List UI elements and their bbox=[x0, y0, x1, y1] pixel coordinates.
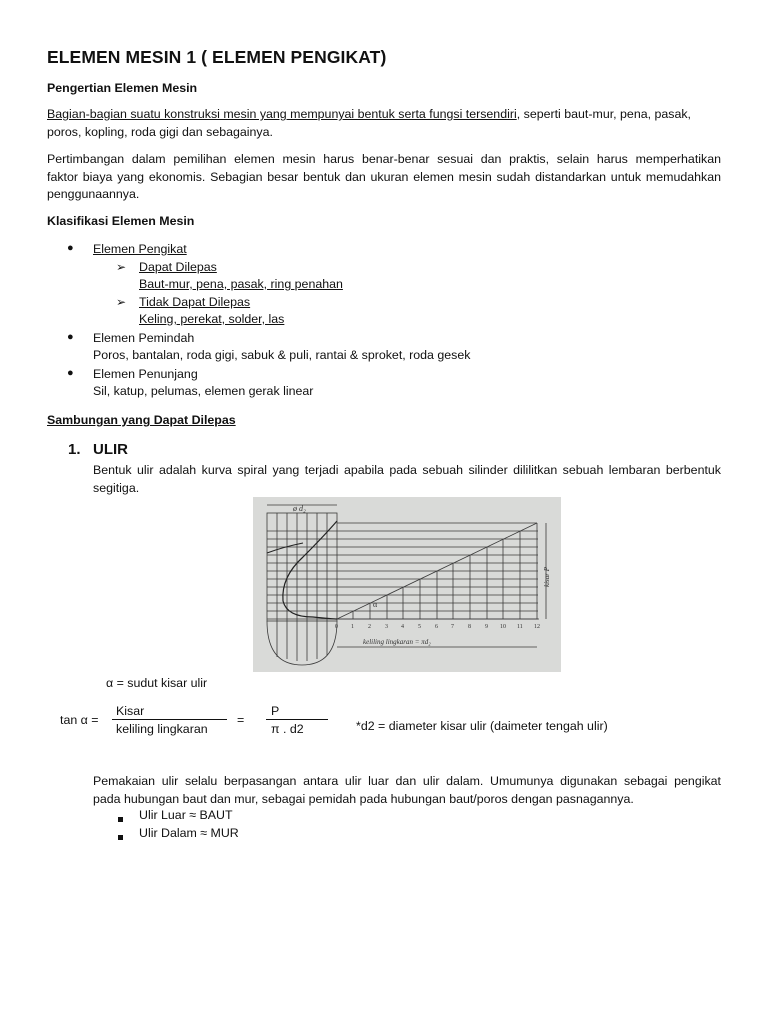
tick-label: 10 bbox=[500, 624, 506, 630]
tick-label: 8 bbox=[468, 624, 471, 630]
fraction-denominator-keliling: keliling lingkaran bbox=[116, 722, 208, 736]
subsection-title-ulir: ULIR bbox=[93, 441, 128, 458]
label-keliling: keliling lingkaran = πd₂ bbox=[363, 638, 431, 646]
list-item-elemen-pemindah: Elemen Pemindah bbox=[93, 331, 195, 345]
ulir-description-line2: segitiga. bbox=[93, 480, 140, 495]
consideration-line1: Pertimbangan dalam pemilihan elemen mesin harus benar-benar sesuai dan praktis, selain harus memperhatikan bbox=[47, 152, 721, 166]
usage-line1: Pemakaian ulir selalu berpasangan antara ulir luar dan ulir dalam. Umumunya digunakan sebagai pengikat bbox=[93, 774, 721, 788]
ulir-description bbox=[93, 462, 721, 497]
fraction-line bbox=[112, 719, 227, 720]
definition-underlined: Bagian-bagian suatu konstruksi mesin yang mempunyai bentuk serta fungsi tersendiri bbox=[47, 107, 517, 121]
paragraph-definition-line1 bbox=[47, 106, 721, 124]
list-item-elemen-pengikat: Elemen Pengikat bbox=[93, 242, 187, 256]
tick-label: 0 bbox=[335, 624, 338, 630]
square-bullet-icon bbox=[118, 811, 123, 825]
fraction-line bbox=[266, 719, 328, 720]
list-item-elemen-pemindah-detail: Poros, bantalan, roda gigi, sabuk & puli, rantai & sproket, roda gesek bbox=[93, 348, 471, 362]
page-title: ELEMEN MESIN 1 ( ELEMEN PENGIKAT) bbox=[47, 47, 387, 67]
bullet-icon: ● bbox=[67, 331, 74, 343]
list-item-dapat-dilepas: Dapat Dilepas bbox=[139, 260, 217, 274]
formula-lhs: tan α = bbox=[60, 713, 99, 727]
usage-item-ulir-dalam: Ulir Dalam ≈ MUR bbox=[139, 826, 239, 840]
bullet-icon: ● bbox=[67, 242, 74, 254]
section-heading-pengertian: Pengertian Elemen Mesin bbox=[47, 81, 198, 95]
tick-label: 12 bbox=[534, 624, 540, 630]
ulir-description-line1: Bentuk ulir adalah kurva spiral yang terjadi apabila pada sebuah silinder dililitkan sebuah lembaran berbentuk bbox=[93, 463, 721, 477]
alpha-definition: α = sudut kisar ulir bbox=[106, 676, 208, 690]
subsection-number: 1. bbox=[68, 441, 81, 458]
paragraph-definition-line2: poros, kopling, roda gigi dan sebagainya. bbox=[47, 124, 273, 139]
list-item-dapat-dilepas-detail: Baut-mur, pena, pasak, ring penahan bbox=[139, 277, 343, 291]
section-heading-sambungan: Sambungan yang Dapat Dilepas bbox=[47, 413, 236, 427]
consideration-line3: penggunaannya. bbox=[47, 187, 140, 201]
arrow-bullet-icon: ➢ bbox=[116, 260, 127, 274]
fraction-denominator-pi-d2: π . d2 bbox=[271, 722, 304, 736]
formula-equals: = bbox=[237, 713, 245, 727]
list-item-elemen-penunjang: Elemen Penunjang bbox=[93, 367, 198, 381]
usage-paragraph bbox=[93, 773, 721, 808]
square-bullet-icon bbox=[118, 829, 123, 843]
tick-label: 5 bbox=[418, 624, 421, 630]
label-alpha: α bbox=[373, 600, 378, 609]
formula-note: *d2 = diameter kisar ulir (daimeter tengah ulir) bbox=[356, 719, 608, 733]
paragraph-definition bbox=[47, 106, 721, 141]
tick-label: 2 bbox=[368, 624, 371, 630]
tick-label: 1 bbox=[351, 624, 354, 630]
tick-label: 7 bbox=[451, 624, 454, 630]
usage-item-ulir-luar: Ulir Luar ≈ BAUT bbox=[139, 808, 233, 822]
usage-line2: pada hubungan baut dan mur, sebagai pemidah pada hubungan baut/poros dengan pasnagannya. bbox=[93, 791, 634, 806]
label-d2: ø d₂ bbox=[293, 504, 306, 513]
list-item-elemen-penunjang-detail: Sil, katup, pelumas, elemen gerak linear bbox=[93, 384, 314, 398]
tick-label: 3 bbox=[385, 624, 388, 630]
fraction-numerator-p: P bbox=[271, 704, 280, 718]
list-item-tidak-dapat-dilepas: Tidak Dapat Dilepas bbox=[139, 295, 251, 309]
thread-helix-figure bbox=[253, 497, 561, 672]
tick-label: 6 bbox=[435, 624, 438, 630]
label-kisar: kisar P bbox=[543, 566, 551, 587]
tick-label: 9 bbox=[485, 624, 488, 630]
bullet-icon: ● bbox=[67, 367, 74, 379]
arrow-bullet-icon: ➢ bbox=[116, 295, 127, 309]
thread-helix-drawing bbox=[253, 497, 561, 672]
tick-label: 11 bbox=[517, 624, 523, 630]
paragraph-consideration bbox=[47, 151, 721, 204]
list-item-tidak-dapat-dilepas-detail: Keling, perekat, solder, las bbox=[139, 312, 285, 326]
tick-label: 4 bbox=[401, 624, 404, 630]
fraction-numerator-kisar: Kisar bbox=[116, 704, 145, 718]
consideration-line2: faktor biaya yang ekonomis. Sebagian besar bentuk dan ukuran elemen mesin sudah distandarkan untuk memudahkan bbox=[47, 169, 721, 184]
section-heading-klasifikasi: Klasifikasi Elemen Mesin bbox=[47, 214, 195, 228]
definition-rest: , seperti baut-mur, pena, pasak, bbox=[516, 107, 691, 121]
